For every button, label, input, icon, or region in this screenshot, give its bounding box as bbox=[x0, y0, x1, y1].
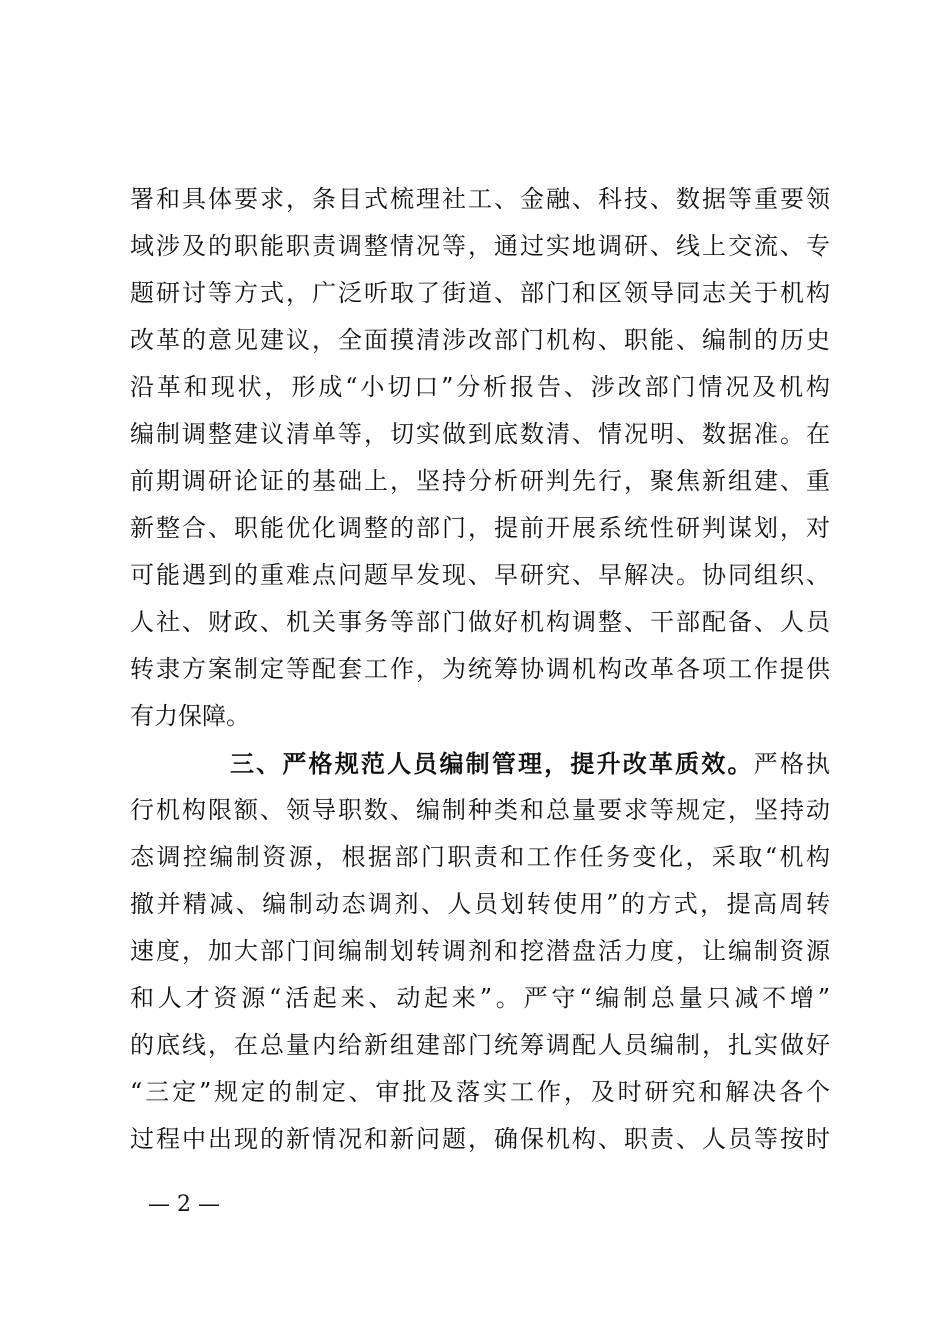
paragraph-2 bbox=[130, 740, 830, 1163]
page-number: — 2 — bbox=[148, 1192, 220, 1217]
text-line: 可能遇到的重难点问题早发现、早研究、早解决。协同组织、 bbox=[130, 561, 830, 589]
text-line: 署和具体要求，条目式梳理社工、金融、科技、数据等重要领 bbox=[130, 185, 830, 213]
text-line: 人社、财政、机关事务等部门做好机构调整、干部配备、人员 bbox=[130, 608, 830, 636]
text-line: 改革的意见建议，全面摸清涉改部门机构、职能、编制的历史 bbox=[130, 326, 830, 354]
text-line: 转隶方案制定等配套工作，为统筹协调机构改革各项工作提供 bbox=[130, 655, 830, 683]
text-line: 题研讨等方式，广泛听取了街道、部门和区领导同志关于机构 bbox=[130, 279, 830, 307]
text-line: 域涉及的职能职责调整情况等，通过实地调研、线上交流、专 bbox=[130, 232, 830, 260]
text-line: 有力保障。 bbox=[130, 702, 250, 730]
text-line: 沿革和现状，形成“小切口”分析报告、涉改部门情况及机构 bbox=[130, 373, 830, 401]
paragraph-1 bbox=[130, 176, 830, 740]
text-line: 的底线，在总量内给新组建部门统筹调配人员编制，扎实做好 bbox=[130, 1031, 830, 1059]
heading-line-rest: 严格执 bbox=[753, 750, 830, 778]
text-line: 和人才资源“活起来、动起来”。严守“编制总量只减不增” bbox=[130, 984, 830, 1012]
section-heading: 三、严格规范人员编制管理，提升改革质效。 bbox=[230, 749, 754, 778]
text-line: 前期调研论证的基础上，坚持分析研判先行，聚焦新组建、重 bbox=[130, 467, 830, 495]
text-line: 行机构限额、领导职数、编制种类和总量要求等规定，坚持动 bbox=[130, 796, 830, 824]
text-line: 新整合、职能优化调整的部门，提前开展系统性研判谋划，对 bbox=[130, 514, 830, 542]
text-line: 撤并精减、编制动态调剂、人员划转使用”的方式，提高周转 bbox=[130, 890, 830, 918]
text-line: “三定”规定的制定、审批及落实工作，及时研究和解决各个 bbox=[130, 1078, 830, 1106]
text-line: 过程中出现的新情况和新问题，确保机构、职责、人员等按时 bbox=[130, 1125, 830, 1153]
text-line: 速度，加大部门间编制划转调剂和挖潜盘活力度，让编制资源 bbox=[130, 937, 830, 965]
section-heading-line bbox=[130, 740, 830, 787]
text-line: 编制调整建议清单等，切实做到底数清、情况明、数据准。在 bbox=[130, 420, 830, 448]
text-line: 态调控编制资源，根据部门职责和工作任务变化，采取“机构 bbox=[130, 843, 830, 871]
